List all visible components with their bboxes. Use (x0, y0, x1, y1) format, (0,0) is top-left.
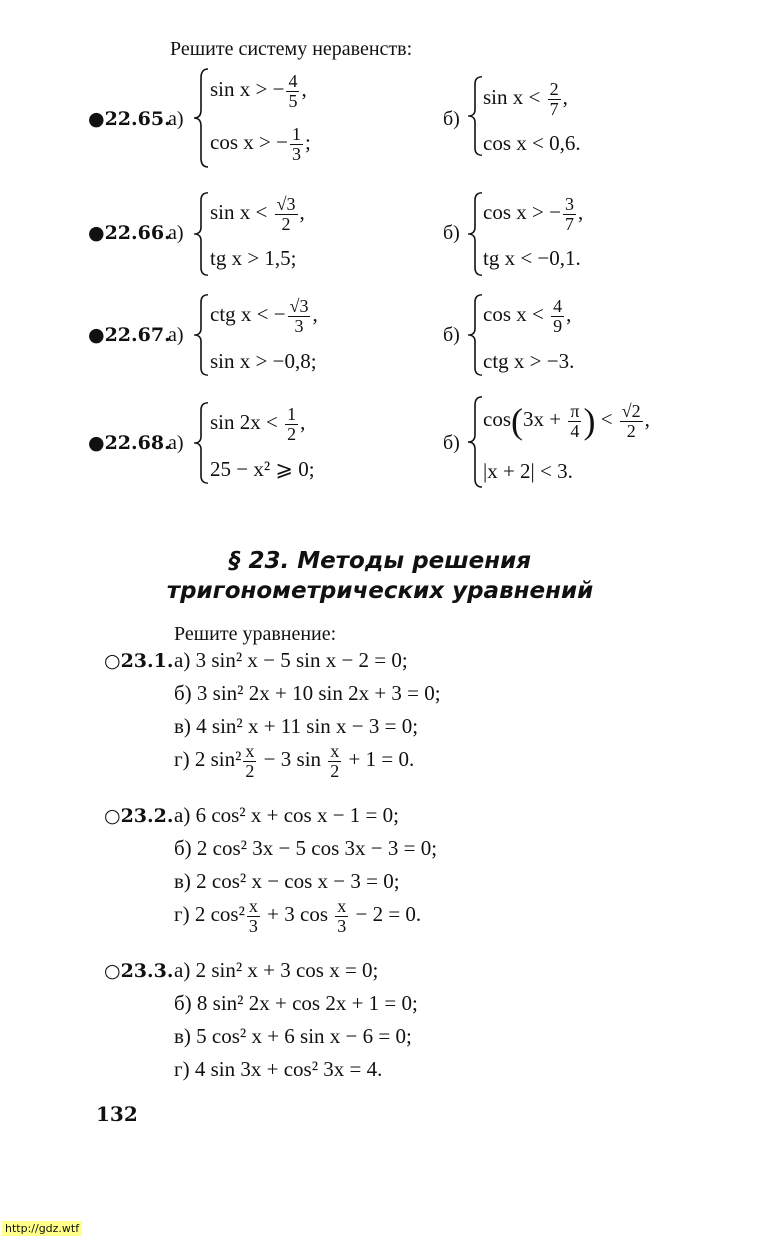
page-number: 132 (96, 1102, 138, 1126)
watermark-link[interactable]: http://gdz.wtf (2, 1221, 82, 1236)
inequality: cos(3x + $\frac{\pi}{4}$ ) < $\frac{√2}{2}$ , (483, 400, 650, 441)
inequality: tg x < −0,1. (483, 246, 581, 270)
section-subtitle: тригонометрических уравнений (166, 578, 594, 604)
equation: б) 3 sin² 2x + 10 sin 2x + 3 = 0; (174, 681, 441, 705)
section-title: § 23. Методы решения (228, 548, 532, 574)
inequality: 25 − x² ⩾ 0; (210, 457, 315, 481)
part-label: а) (168, 222, 184, 244)
equation: б) 8 sin² 2x + cos 2x + 1 = 0; (174, 991, 418, 1015)
brace (466, 294, 484, 376)
part-label: б) (443, 222, 460, 244)
inequality: cos x < 0,6. (483, 131, 581, 155)
equation: а) 6 cos² x + cos x − 1 = 0; (174, 803, 399, 827)
part-label: а) (168, 108, 184, 130)
inequality: sin x < $\frac{2}{7}$ , (483, 79, 568, 119)
problem-number: ○23.1. (104, 650, 174, 672)
inequality: cos x > − $\frac{1}{3}$ ; (210, 124, 311, 164)
brace (466, 396, 484, 488)
brace (192, 402, 210, 484)
inequality: |x + 2| < 3. (483, 459, 573, 483)
inequality: sin x > −0,8; (210, 349, 317, 373)
part-label: а) (168, 324, 184, 346)
instruction-inequalities: Решите систему неравенств: (170, 38, 413, 60)
part-label: а) (168, 432, 184, 454)
inequality: sin 2x < $\frac{1}{2}$ , (210, 404, 306, 444)
part-label: б) (443, 432, 460, 454)
problem-number: ●22.66. (88, 222, 171, 244)
inequality: tg x > 1,5; (210, 246, 297, 270)
inequality: cos x > − $\frac{3}{7}$ , (483, 194, 584, 234)
equation: в) 2 cos² x − cos x − 3 = 0; (174, 869, 400, 893)
equation: в) 4 sin² x + 11 sin x − 3 = 0; (174, 714, 419, 738)
problem-number: ○23.2. (104, 805, 174, 827)
equation: б) 2 cos² 3x − 5 cos 3x − 3 = 0; (174, 836, 438, 860)
brace (192, 68, 210, 168)
equation: а) 3 sin² x − 5 sin x − 2 = 0; (174, 648, 408, 672)
inequality: ctg x < − $\frac{√3}{3}$ , (210, 296, 318, 336)
problem-number: ○23.3. (104, 960, 174, 982)
equation: г) 2 cos² $\frac{x}{3}$ + 3 cos $\frac{x}{3}$ − 2 = 0. (174, 896, 422, 936)
brace (192, 294, 210, 376)
problem-number: ●22.67. (88, 324, 171, 346)
equation: г) 4 sin 3x + cos² 3x = 4. (174, 1057, 383, 1081)
part-label: б) (443, 108, 460, 130)
part-label: б) (443, 324, 460, 346)
brace (192, 192, 210, 276)
inequality: ctg x > −3. (483, 349, 575, 373)
problem-number: ●22.68. (88, 432, 171, 454)
brace (466, 192, 484, 276)
inequality: sin x > − $\frac{4}{5}$ , (210, 71, 307, 111)
brace (466, 76, 484, 156)
inequality: cos x < $\frac{4}{9}$ , (483, 296, 572, 336)
equation: а) 2 sin² x + 3 cos x = 0; (174, 958, 379, 982)
problem-number: ●22.65. (88, 108, 171, 130)
instruction-equations: Решите уравнение: (174, 623, 337, 645)
equation: в) 5 cos² x + 6 sin x − 6 = 0; (174, 1024, 412, 1048)
inequality: sin x < $\frac{√3}{2}$ , (210, 194, 305, 234)
equation: г) 2 sin² $\frac{x}{2}$ − 3 sin $\frac{x}{2}$ + 1 = 0. (174, 741, 415, 781)
